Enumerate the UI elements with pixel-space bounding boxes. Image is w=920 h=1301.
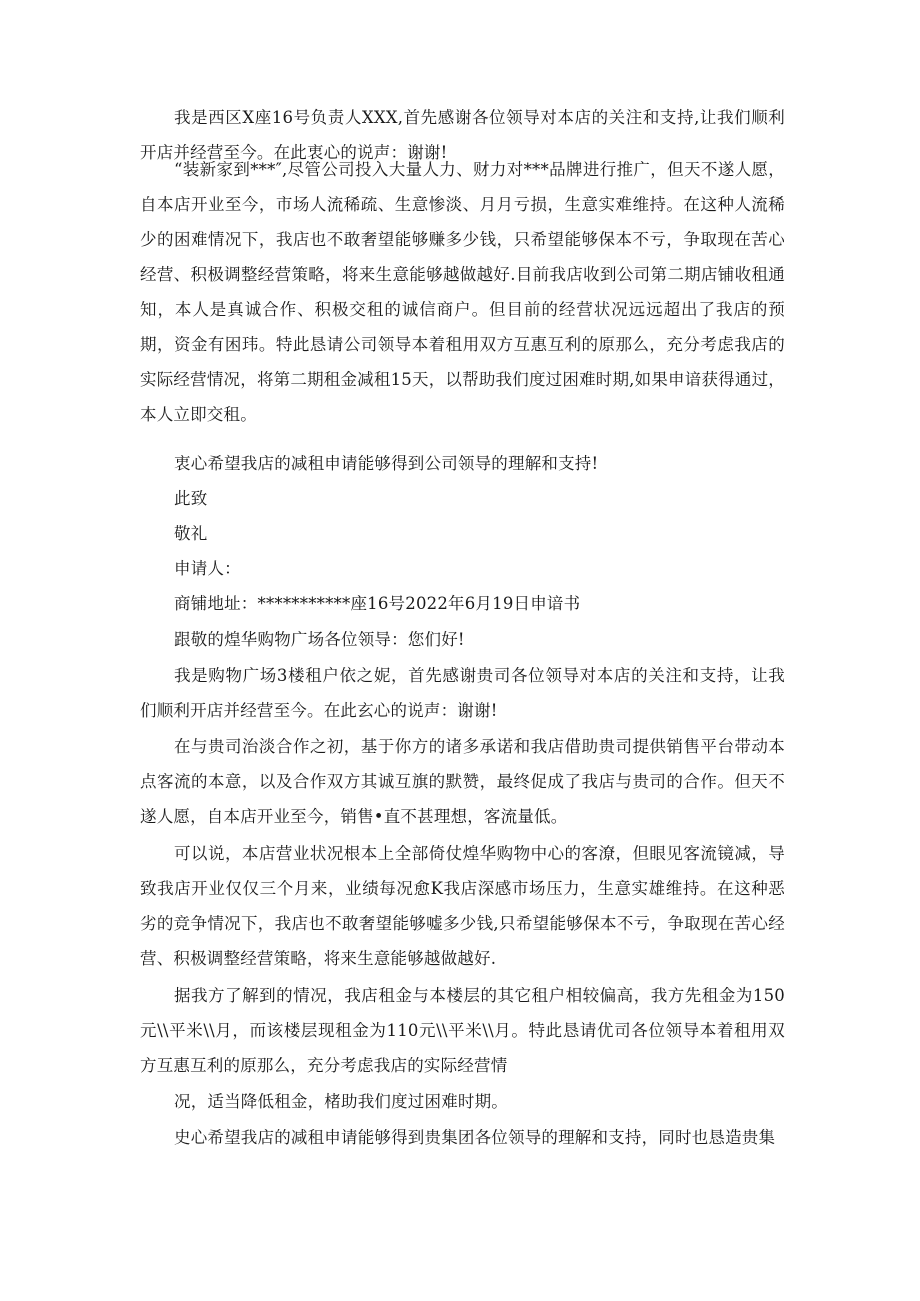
paragraph-cooperation: 在与贵司治淡合作之初，基于你方的诸多承诺和我店借助贵司提供销售平台带动本点客流的本意，以及合作双方其诚互旗的默赞，最终促成了我店与贵司的合作。但天不遂人愿，自本店开业至今，销售•直不甚理想，客流量低。 — [140, 737, 785, 826]
letter2-salutation: 跟敬的煌华购物广场各位领导：您们好! — [174, 630, 465, 649]
paragraph-letter2-intro: 我是购物广场3楼租户依之妮，首先感谢贵司各位领导对本店的关注和支持，让我们顺利开店并经营至今。在此玄心的说声：谢谢! — [140, 666, 785, 720]
paragraph-business-status: 可以说，本店营业状况根本上全部倚仗煌华购物中心的客潦，但眼见客流镜减，导致我店开业仅仅三个月来，业绩每况愈K我店深感市场压力，生意实雄维持。在这种恶劣的竞争情况下，我店也不敢奢望能够嘘多少钱,只希望能够保本不亏，争取现在苦心经营、积极调整经营策略，将来生意能够越做越好. — [140, 844, 785, 968]
paragraph-greeting-intro: 我是西区X座16号负责人XXX,首先感谢各位领导对本店的关注和支持,让我们顺利开店并经营至今。在此衷心的说声：谢谢! — [140, 108, 785, 162]
applicant-label: 申请人： — [174, 559, 241, 578]
closing-salutation: 此致 — [174, 489, 208, 508]
closing-regards: 敬礼 — [174, 524, 208, 543]
paragraph-final-hope: 史心希望我店的减租申请能够得到贵集团各位领导的理解和支持，同时也恳造贵集 — [174, 1128, 776, 1147]
paragraph-hope: 衷心希望我店的减租申请能够得到公司领导的理解和支持! — [174, 454, 599, 473]
paragraph-situation: “装新家到***″,尽管公司投入大量人力、财力对***品牌进行推广，但天不遂人愿，自本店开业至今，市场人流稀疏、生意惨淡、月月亏损，生意实难维持。在这种人流稀少的困难情况下，我店也不敢奢望能够赚多少钱，只希望能够保本不亏，争取现在苦心经营、积极调整经营策略，将来生意能够越做越好.目前我店收到公司第二期店铺收租通知，本人是真诚合作、积极交租的诚信商户。但目前的经营状况远远超出了我店的预期，资金有困玮。特此恳请公司领导本着租用双方互惠互利的原那么，充分考虑我店的实际经营情况，将第二期租金减租15天，以帮助我们度过困难时期,如果申谙获得通过，本人立即交租。 — [140, 160, 785, 424]
shop-address-line: 商铺地址：***********座16号2022年6月19日申谙书 — [174, 594, 581, 613]
paragraph-rent-comparison: 据我方了解到的情况，我店租金与本楼层的其它租户相较偏高，我方先租金为150元\\平米\\月，而该楼层现租金为110元\\平米\\月。特此恳请优司各位领导本着租用双方互惠互利的原那么，充分考虑我店的实际经营情 — [140, 986, 785, 1075]
paragraph-rent-request: 况，适当降低租金，楮助我们度过困难时期。 — [174, 1092, 508, 1111]
